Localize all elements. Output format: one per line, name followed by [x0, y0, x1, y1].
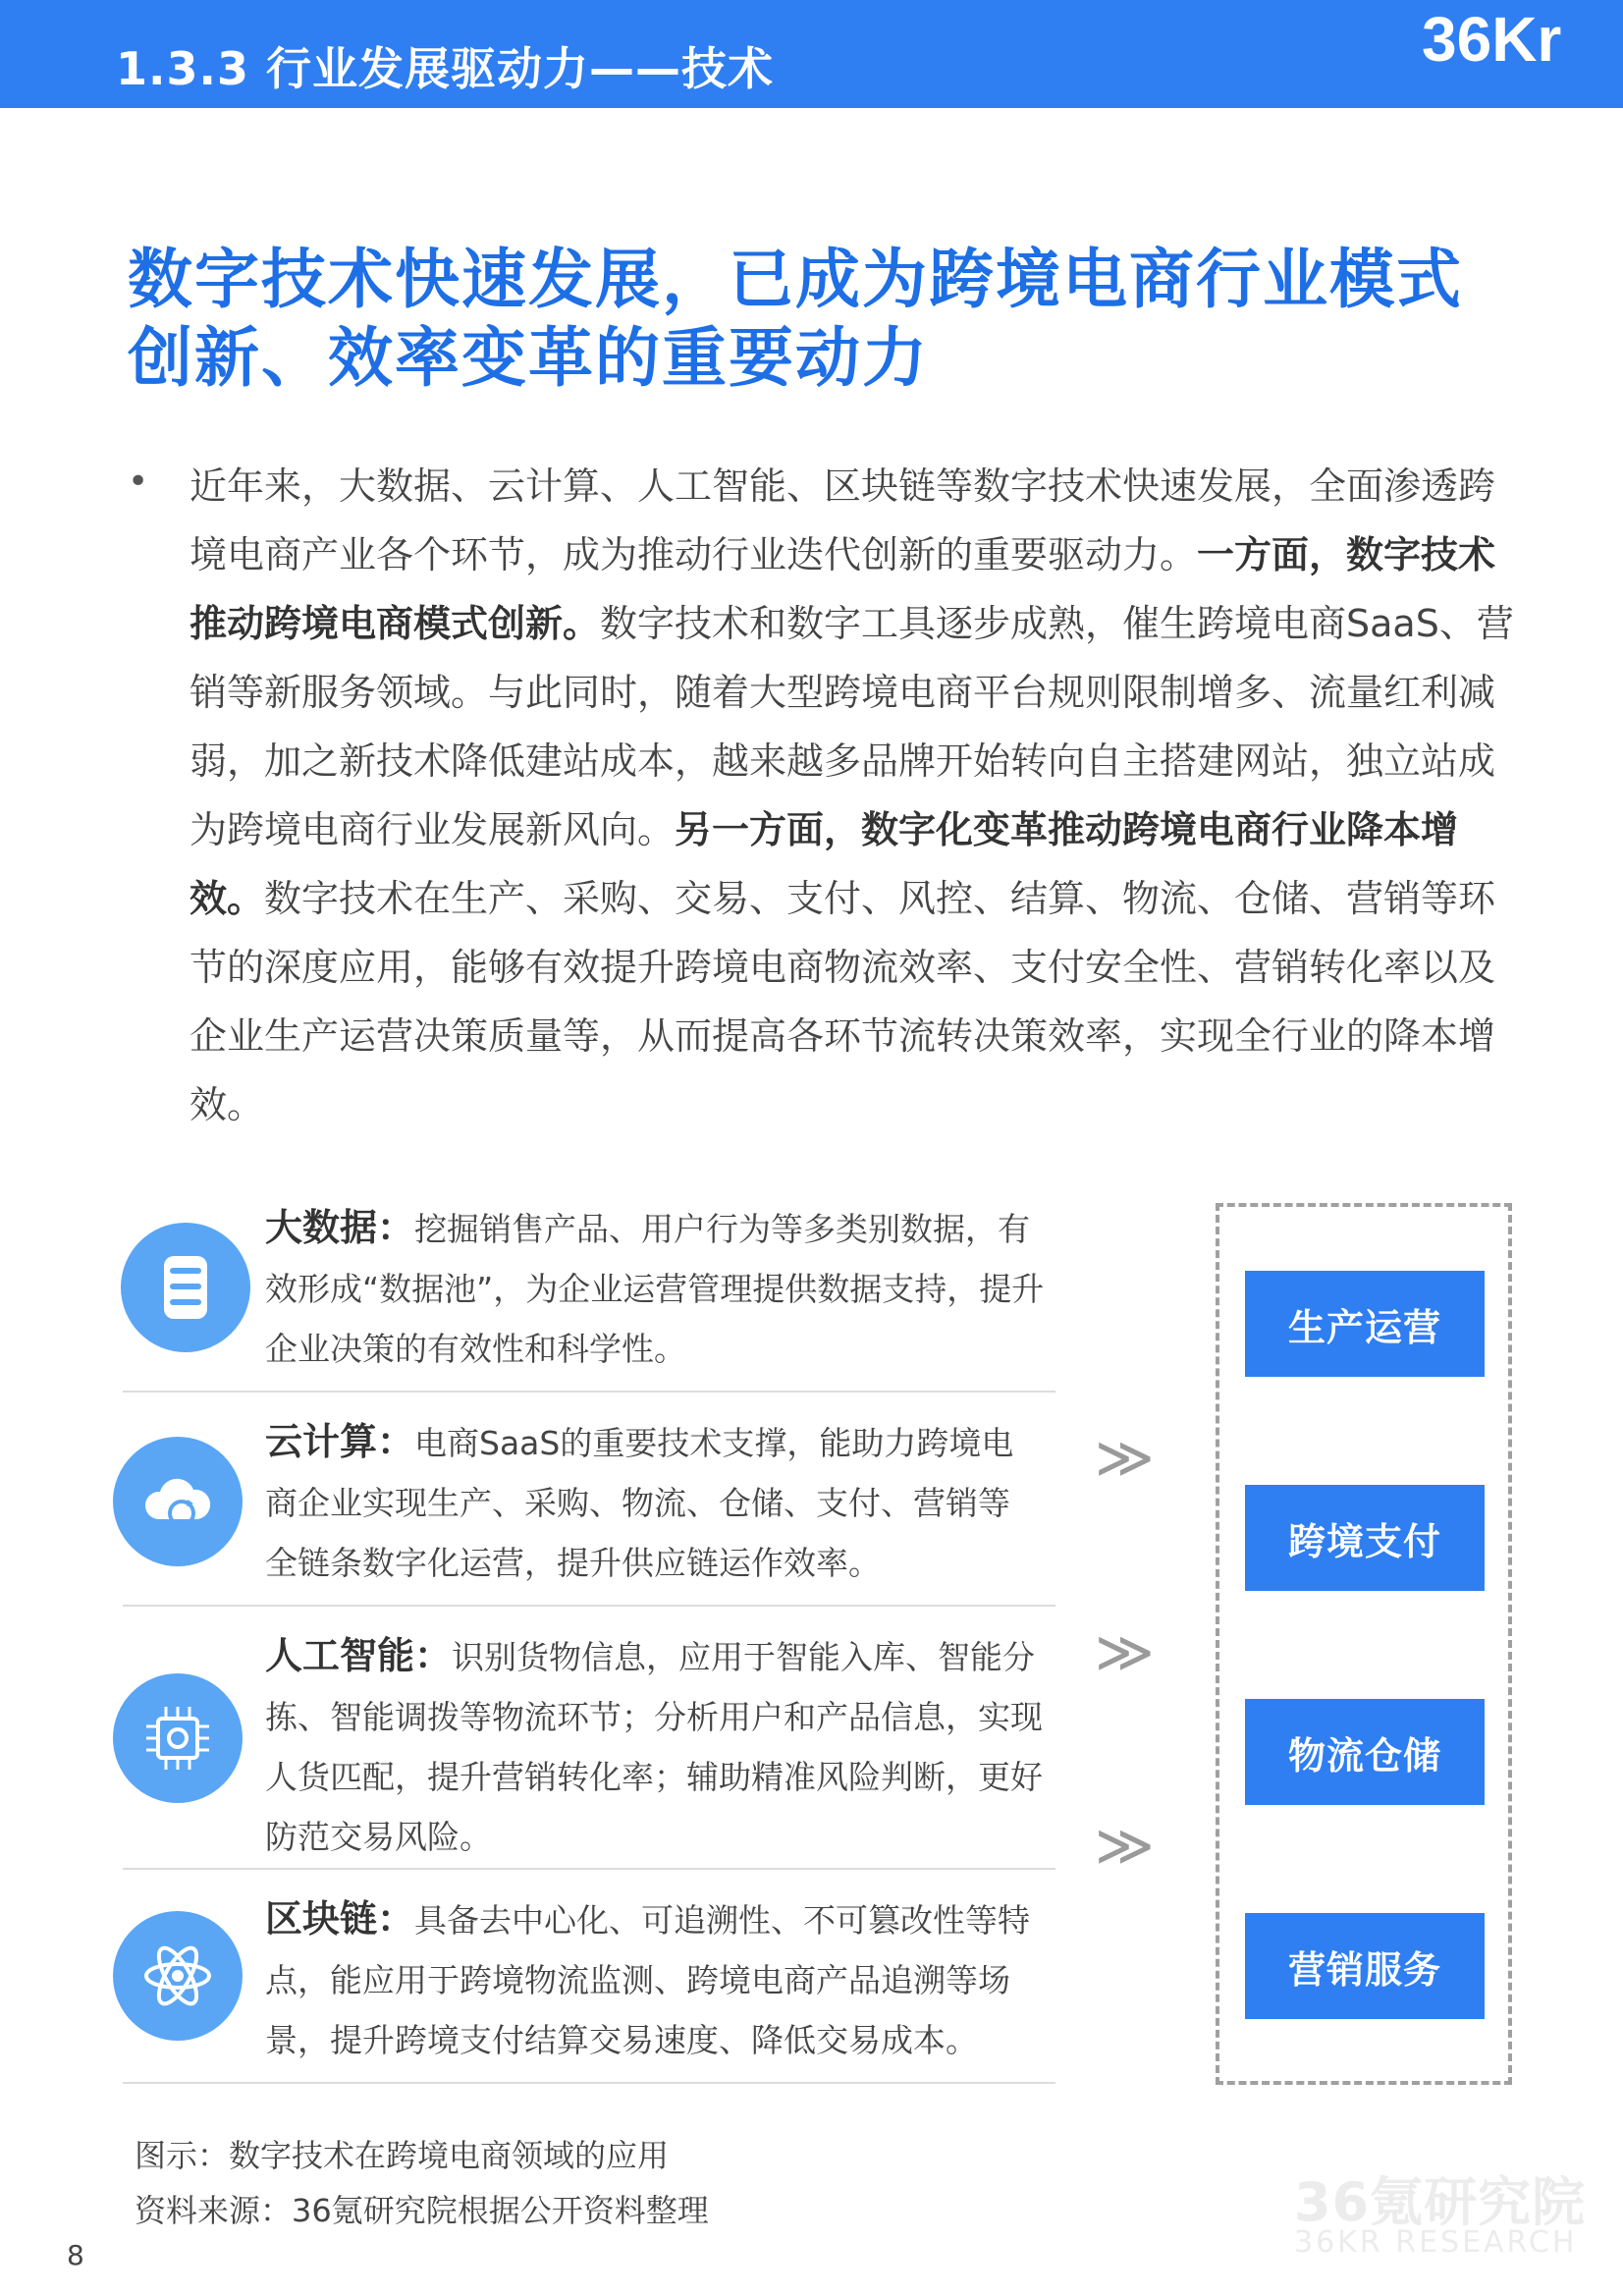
body-text-1: 近年来，大数据、云计算、人工智能、区块链等数字技术快速发展，全面渗透跨境电商产业各个环节，成为推动行业迭代创新的重要驱动力。: [189, 465, 1496, 576]
row-divider: [123, 2082, 1055, 2084]
app-box-logistics: 物流仓储: [1245, 1699, 1485, 1805]
tech-desc-bigdata: 挖掘销售产品、用户行为等多类别数据，有效形成“数据池”，为企业运营管理提供数据支持，提升企业决策的有效性和科学性。: [265, 1210, 1045, 1368]
tech-row-bigdata: [113, 1188, 1055, 1393]
double-chevron-icon: ≫: [1095, 1618, 1145, 1685]
tech-row-ai: [113, 1607, 1055, 1870]
body-text-3: 数字技术在生产、采购、交易、支付、风控、结算、物流、仓储、营销等环节的深度应用，能够有效提升跨境电商物流效率、支付安全性、营销转化率以及企业生产运营决策质量等，从而提高各环节流转决策效率，实现全行业的降本增效。: [189, 877, 1496, 1126]
header-bar: [0, 0, 1623, 108]
tech-name-bigdata: 大数据：: [265, 1206, 415, 1249]
double-chevron-icon: ≫: [1095, 1812, 1145, 1879]
body-paragraph: [189, 452, 1515, 1139]
page-headline: [128, 241, 1522, 398]
tech-row-cloud: [113, 1393, 1055, 1607]
figure-caption: 图示：数字技术在跨境电商领域的应用: [135, 2137, 670, 2174]
source-caption: 资料来源：36氪研究院根据公开资料整理: [135, 2192, 709, 2229]
app-box-marketing: 营销服务: [1245, 1913, 1485, 2019]
body-bold-1: 一方面，数字技术推动跨境电商模式创新。: [189, 533, 1496, 645]
headline-line-2: 创新、效率变革的重要动力: [128, 320, 929, 396]
body-bold-2: 另一方面，数字化变革推动跨境电商行业降本增效。: [189, 808, 1459, 920]
tech-text-cloud: [265, 1412, 1041, 1593]
tech-name-ai: 人工智能：: [265, 1634, 453, 1677]
bullet-dot: •: [128, 462, 149, 502]
svg-text:36Kr: 36Kr: [1422, 4, 1562, 75]
page-number: 8: [67, 2239, 84, 2271]
tech-name-cloud: 云计算：: [265, 1420, 415, 1463]
36kr-logo: [1414, 0, 1623, 108]
cloud-icon: [113, 1437, 243, 1566]
section-title: 1.3.3 行业发展驱动力——技术: [116, 42, 774, 95]
tech-text-bigdata: [265, 1198, 1051, 1379]
body-text-2: 数字技术和数字工具逐步成熟，催生跨境电商SaaS、营销等新服务领域。与此同时，随着大型跨境电商平台规则限制增多、流量红利减弱，加之新技术降低建站成本，越来越多品牌开始转向自主搭建网站，独立站成为跨境电商行业发展新风向。: [189, 602, 1514, 851]
tech-text-ai: [265, 1626, 1051, 1867]
database-icon: [121, 1223, 250, 1352]
tech-name-blockchain: 区块链：: [265, 1897, 415, 1941]
app-box-payment: 跨境支付: [1245, 1485, 1485, 1591]
app-box-production: 生产运营: [1245, 1271, 1485, 1377]
tech-desc-ai: 识别货物信息，应用于智能入库、智能分拣、智能调拨等物流环节；分析用户和产品信息，实现人货匹配，提升营销转化率；辅助精准风险判断，更好防范交易风险。: [265, 1638, 1043, 1856]
watermark-en: 36KR RESEARCH: [1294, 2225, 1578, 2260]
tech-desc-cloud: 电商SaaS的重要技术支撑，能助力跨境电商企业实现生产、采购、物流、仓储、支付、营销等全链条数字化运营，提升供应链运作效率。: [265, 1424, 1014, 1582]
double-chevron-icon: ≫: [1095, 1424, 1145, 1491]
tech-row-blockchain: [113, 1870, 1055, 2084]
chip-icon: [113, 1673, 243, 1803]
watermark-cn: 36氪研究院: [1294, 2171, 1587, 2233]
tech-text-blockchain: [265, 1889, 1041, 2070]
headline-line-1: 数字技术快速发展，已成为跨境电商行业模式: [128, 242, 1463, 317]
tech-desc-blockchain: 具备去中心化、可追溯性、不可篡改性等特点，能应用于跨境物流监测、跨境电商产品追溯等场景，提升跨境支付结算交易速度、降低交易成本。: [265, 1901, 1031, 2059]
atom-icon: [113, 1911, 243, 2041]
